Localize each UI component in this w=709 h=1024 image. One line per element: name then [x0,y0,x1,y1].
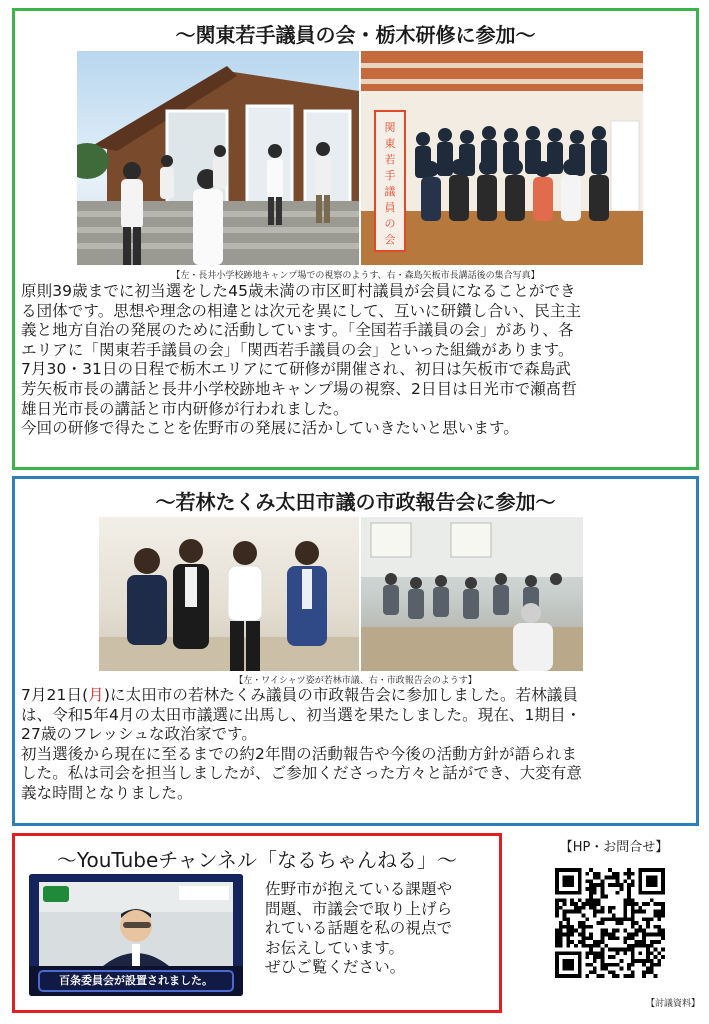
audience-illustration [361,517,583,671]
qr-code-icon[interactable] [555,868,665,978]
svg-text:東: 東 [384,137,396,150]
svg-text:会: 会 [384,233,396,246]
body-line: る団体です。思想や理念の相違とは次元を異にして、互いに研鑽し合い、民主主 [21,301,582,320]
channel-logo-icon [43,886,69,902]
section-youtube-channel [12,833,502,1013]
svg-text:の: の [384,217,396,230]
section2-body [21,686,696,804]
body-line: 初当選後から現在に至るまでの約2年間の活動報告や今後の活動方針が語られま [21,744,577,763]
hp-contact-label: 【HP・お問合せ】 [559,840,669,855]
youtube-video-thumbnail[interactable] [29,874,243,996]
date-suffix: )に太田市の若林たくみ議員の市政報告会に参加しました。若林議員 [103,686,578,704]
section3-title: 〜YouTubeチャンネル「なるちゃんねる」〜 [56,848,458,872]
day-of-week: 月 [88,686,104,704]
svg-text:手: 手 [384,169,396,182]
body-line: エリアに「関東若手議員の会」「関西若手議員の会」といった組織があります。 [21,340,574,359]
body-line: 芳矢板市長の講話と長井小学校跡地キャンプ場の視察、2日目は日光市で瀬髙哲 [21,379,577,398]
svg-text:若: 若 [384,153,396,166]
banner-char-1: 関 [384,121,396,134]
camp-site-inspection-photo [77,51,359,265]
body-line: 今回の研修で得たことを佐野市の発展に活かしていきたいと思います。 [21,419,519,438]
group-photo-illustration [361,51,643,265]
description-line: ぜひご覧ください。 [265,958,406,976]
discussion-material-label: 【討議資料】 [645,999,700,1009]
qr-code-graphic [555,868,665,978]
description-line: お伝えしています。 [265,938,405,957]
date-prefix: 7月21日( [21,686,89,704]
body-line: は、令和5年4月の太田市議選に出馬し、初当選を果たしました。現在、1期目・ [21,705,582,724]
body-line: 27歳のフレッシュな政治家です。 [21,725,257,744]
body-line: 原則39歳までに初当選をした45歳未満の市区町村議員が会員になることができ [21,282,576,300]
description-line: 佐野市が抱えている課題や [265,880,453,898]
section2-caption: 【左・ワイシャツ姿が若林市議、右・市政報告会のようす】 [234,676,477,686]
section1-body [21,282,696,439]
section-wakabayashi-report [12,476,699,826]
section3-description [265,880,495,978]
description-line: れている話題を私の視点で [265,919,453,937]
video-banner-text: 百条委員会が設置されました。 [59,974,213,987]
body-line: 7月30・31日の日程で栃木エリアにて研修が開催され、初日は矢板市で森島武 [21,360,571,379]
description-line: 問題、市議会で取り上げら [265,899,453,918]
group-photo-after-lecture [361,51,643,265]
body-line-first [21,686,696,706]
report-meeting-photo [361,517,583,671]
section1-caption: 【左・長井小学校跡地キャンプ場での視察のようす、右・森島矢板市長講話後の集合写真】 [171,271,540,281]
svg-text:員: 員 [384,201,396,214]
section1-title: 〜関東若手議員の会・栃木研修に参加〜 [175,23,536,47]
body-line: した。私は司会を担当しましたが、ご参加くださった方々と話ができ、大変有意 [21,764,582,783]
body-line: 雄日光市長の講話と市内研修が行われました。 [21,399,349,418]
four-men-illustration [99,517,359,671]
body-line: 義と地方自治の発展のために活動しています。「全国若手議員の会」があり、各 [21,321,574,340]
wakabayashi-group-photo [99,517,359,671]
section2-title: 〜若林たくみ太田市議の市政報告会に参加〜 [155,490,556,514]
camp-site-illustration [77,51,359,265]
svg-text:議: 議 [384,185,396,198]
section-kanto-training [12,8,699,470]
body-line: 義な時間となりました。 [21,783,193,802]
